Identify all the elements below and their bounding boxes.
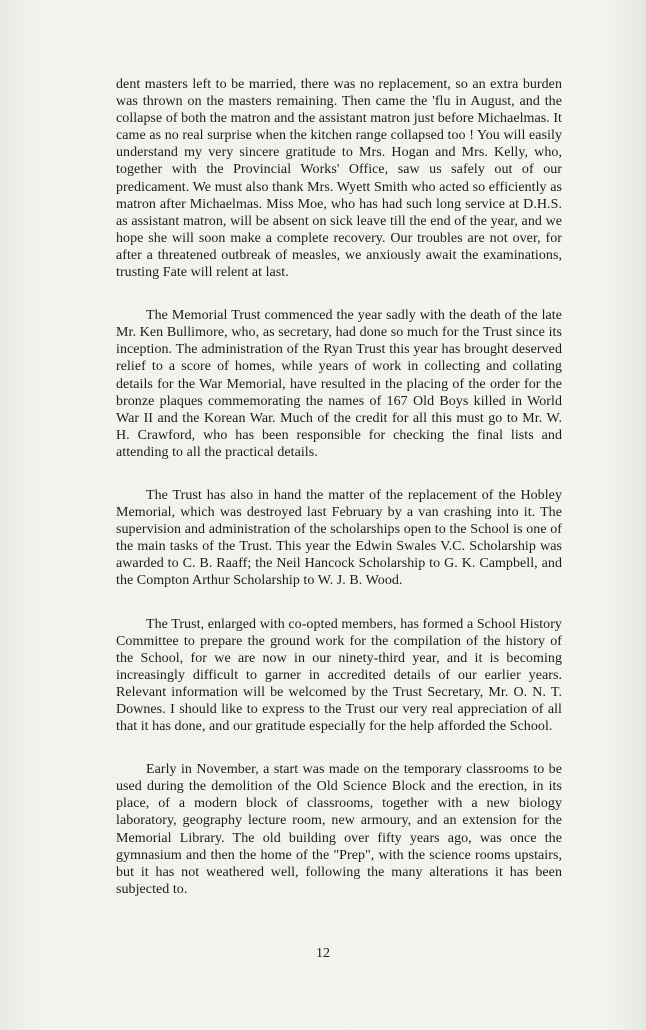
paragraph-staff-troubles: dent masters left to be married, there was no replacement, so an extra burden was thrown on the masters remaining. Then came the 'flu in August, and the collapse of both the matron and the assistant matron just before Michaelmas. It came as no real surprise when the kitchen range collapsed too ! You will easily understand my very sincere gratitude to Mrs. Hogan and Mrs. Kelly, who, together with the Provincial Works' Office, saw us safely out of our predicament. We must also thank Mrs. Wyett Smith who acted so efficiently as matron after Michaelmas. Miss Moe, who has had such long service at D.H.S. as assistant matron, will be absent on sick leave till the end of the year, and we hope she will soon make a complete recovery. Our troubles are not over, for after a threatened outbreak of measles, we anxiously await the examinations, trusting Fate will relent at last. [116, 77, 562, 281]
paragraph-history-committee: The Trust, enlarged with co-opted members, has formed a School History Committee to prepare the ground work for the compilation of the history of the School, for we are now in our ninety-third year, and it is becoming increasingly difficult to garner in accredited details of our earlier years. Relevant information will be welcomed by the Trust Secretary, Mr. O. N. T. Downes. I should like to express to the Trust our very real appreciation of all that it has done, and our gratitude especially for the help afforded the School. [116, 616, 562, 735]
body-text [116, 76, 562, 924]
paragraph-memorial-trust: The Memorial Trust commenced the year sadly with the death of the late Mr. Ken Bullimore, who, as secretary, had done so much for the Trust since its inception. The administration of the Ryan Trust this year has brought deserved relief to a score of homes, while years of work in collecting and collating details for the War Memorial, have resulted in the placing of the order for the bronze plaques commemorating the names of 167 Old Boys killed in World War II and the Korean War. Much of the credit for all this must go to Mr. W. H. Crawford, who has been responsible for checking the final lists and attending to all the practical details. [116, 308, 562, 460]
paragraph-scholarships: The Trust has also in hand the matter of the replacement of the Hobley Memorial, which was destroyed last February by a van crashing into it. The supervision and administration of the scholarships open to the School is one of the main tasks of the Trust. This year the Edwin Swales V.C. Scholarship was awarded to C. B. Raaff; the Neil Hancock Scholarship to G. K. Campbell, and the Compton Arthur Scholarship to W. J. B. Wood. [116, 487, 562, 589]
page-number: 12 [316, 946, 330, 961]
paragraph-building-works: Early in November, a start was made on the temporary classrooms to be used during the demolition of the Old Science Block and the erection, in its place, of a modern block of classrooms, together with a new biology laboratory, geography lecture room, new armoury, and an extension for the Memorial Library. The old building over fifty years ago, was once the gymnasium and then the home of the "Prep", with the science rooms upstairs, but it has not weathered well, following the many alterations it has been subjected to. [116, 762, 562, 897]
